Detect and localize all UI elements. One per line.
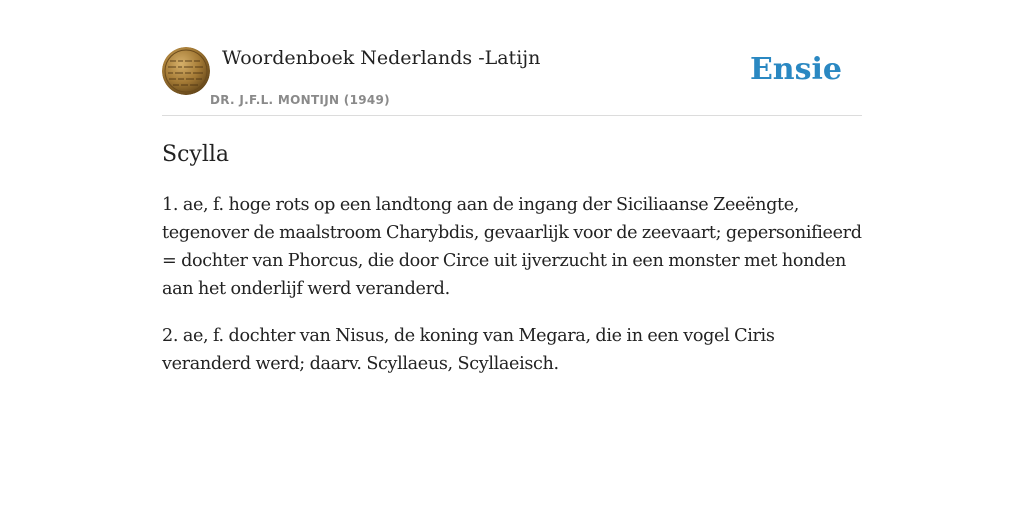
latin-coin-logo-icon[interactable] [162,47,210,95]
coin-graphic [162,47,210,95]
entry-headword: Scylla [162,142,230,167]
dictionary-title[interactable]: Woordenboek Nederlands -Latijn [222,47,541,69]
definition-item: 2. ae, f. dochter van Nisus, de koning van Megara, die in een vogel Ciris veranderd werd; daarv. Scyllaeus, Scyllaeisch. [162,326,775,374]
definition-list [162,191,862,378]
ensie-brand-link[interactable]: Ensie [749,52,842,87]
definition-item: 1. ae, f. hoge rots op een landtong aan de ingang der Siciliaanse Zeeëngte, tegenover de maalstroom Charybdis, gevaarlijk voor de zeevaart; gepersonifieerd = dochter van Phorcus, die door Circe uit ijverzucht in een monster met honden aan het onderlijf werd veranderd. [162,195,862,299]
page [162,0,862,378]
header [162,46,862,116]
dictionary-author: DR. J.F.L. MONTIJN (1949) [210,93,390,107]
